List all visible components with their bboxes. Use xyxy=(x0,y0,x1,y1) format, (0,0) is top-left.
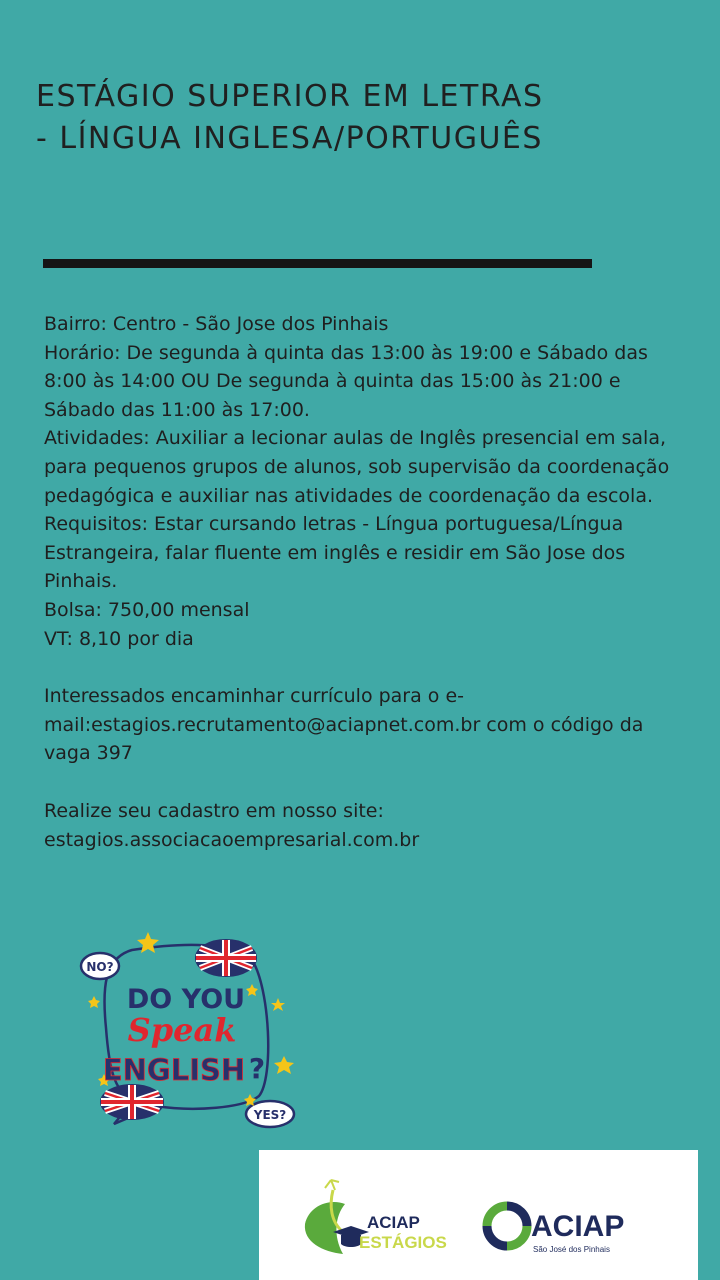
schedule-text: Horário: De segunda à quinta das 13:00 às 19:00 e Sábado das 8:00 às 14:00 OU De segunda à quinta das 15:00 às 21:00 e Sábado das 11:00 às 17:00. xyxy=(44,341,648,421)
requirements-text: Requisitos: Estar cursando letras - Língua portuguesa/Língua Estrangeira, falar fluente em inglês e residir em São Jose dos Pinhais. xyxy=(44,513,626,593)
do-you-speak-english-badge xyxy=(74,928,300,1136)
logos-panel xyxy=(259,1150,698,1280)
aciap-logo xyxy=(481,1190,641,1262)
badge-do-you: DO YOU xyxy=(126,984,246,1015)
title-line-2: - LÍNGUA INGLESA/PORTUGUÊS xyxy=(36,121,543,156)
estagios-logo-bottom: ESTÁGIOS xyxy=(359,1233,447,1252)
estagios-logo-top: ACIAP xyxy=(367,1213,420,1232)
aciap-logo-text: ACIAP xyxy=(531,1210,625,1243)
aciap-logo-subtitle: São José dos Pinhais xyxy=(533,1245,610,1254)
page-title xyxy=(36,76,676,160)
uk-flag-icon xyxy=(101,1085,163,1119)
register-prompt: Realize seu cadastro em nosso site: xyxy=(44,799,384,822)
svg-text:NO?: NO? xyxy=(86,960,114,974)
stipend-text: Bolsa: 750,00 mensal xyxy=(44,598,250,621)
job-details xyxy=(44,310,694,854)
neighborhood-text: Bairro: Centro - São Jose dos Pinhais xyxy=(44,313,389,335)
badge-speak: Speak xyxy=(127,1011,237,1049)
activities-text: Atividades: Auxiliar a lecionar aulas de Inglês presencial em sala, para pequenos grupos de alunos, sob supervisão da coordenação pedagógica e auxiliar nas atividades de coordenação da escola. xyxy=(44,427,670,507)
badge-question-mark: ? xyxy=(248,1052,266,1085)
svg-text:YES?: YES? xyxy=(253,1108,287,1122)
no-bubble-icon xyxy=(81,953,119,979)
badge-english: ENGLISH xyxy=(102,1053,246,1087)
uk-flag-icon xyxy=(196,940,256,976)
title-line-1: ESTÁGIO SUPERIOR EM LETRAS xyxy=(36,79,544,114)
transport-text: VT: 8,10 por dia xyxy=(44,627,194,650)
aciap-estagios-logo xyxy=(295,1176,465,1266)
contact-text: Interessados encaminhar currículo para o e-mail:estagios.recrutamento@aciapnet.com.br com o código da vaga 397 xyxy=(44,685,644,765)
divider xyxy=(43,259,592,268)
aciap-mark-icon xyxy=(487,1206,527,1246)
register-site-link[interactable]: estagios.associacaoempresarial.com.br xyxy=(44,828,420,851)
